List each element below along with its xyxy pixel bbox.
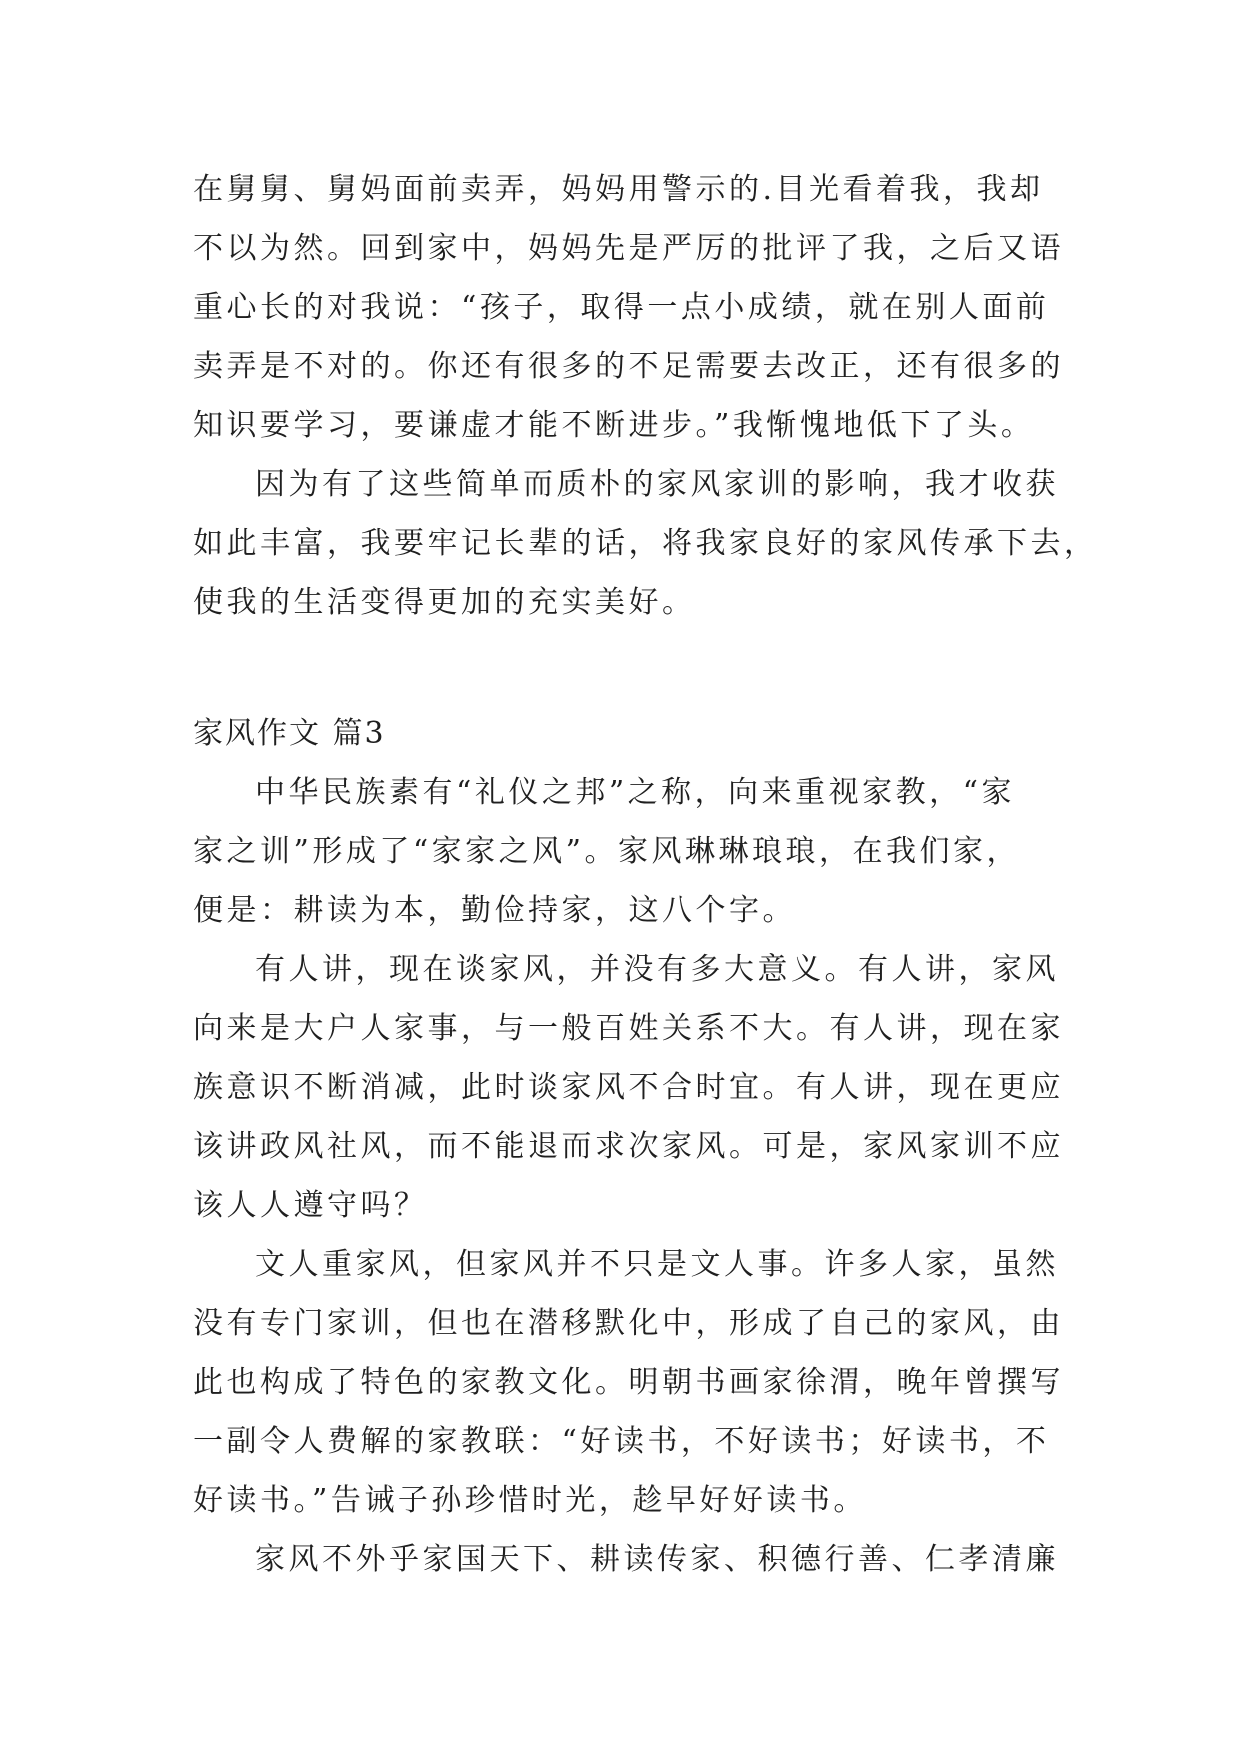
text-line: 有人讲，现在谈家风，并没有多大意义。有人讲，家风 bbox=[255, 952, 1059, 987]
text-line: 知识要学习，要谦虚才能不断进步。”我惭愧地低下了头。 bbox=[193, 408, 1035, 443]
text-line: 在舅舅、舅妈面前卖弄，妈妈用警示的.目光看着我，我却 bbox=[193, 172, 1044, 207]
text-line: 好读书。”告诫子孙珍惜时光，趁早好好读书。 bbox=[193, 1483, 867, 1518]
paragraph-6 bbox=[193, 1530, 1059, 1589]
text-line: 不以为然。回到家中，妈妈先是严厉的批评了我，之后又语 bbox=[193, 231, 1064, 266]
text-line: 中华民族素有“礼仪之邦”之称，向来重视家教，“家 bbox=[255, 775, 1016, 810]
text-line: 族意识不断消减，此时谈家风不合时宜。有人讲，现在更应 bbox=[193, 1070, 1064, 1105]
text-line: 文人重家风，但家风并不只是文人事。许多人家，虽然 bbox=[255, 1247, 1059, 1282]
text-line: 使我的生活变得更加的充实美好。 bbox=[193, 585, 696, 620]
text-line: 没有专门家训，但也在潜移默化中，形成了自己的家风，由 bbox=[193, 1306, 1064, 1341]
text-line: 向来是大户人家事，与一般百姓关系不大。有人讲，现在家 bbox=[193, 1011, 1064, 1046]
text-line: 因为有了这些简单而质朴的家风家训的影响，我才收获 bbox=[255, 467, 1059, 502]
section-heading: 家风作文 篇3 bbox=[193, 716, 386, 751]
text-line: 卖弄是不对的。你还有很多的不足需要去改正，还有很多的 bbox=[193, 349, 1064, 384]
text-line: 重心长的对我说：“孩子，取得一点小成绩，就在别人面前 bbox=[193, 290, 1050, 325]
paragraph-4 bbox=[193, 940, 1064, 1235]
text-line: 一副令人费解的家教联：“好读书，不好读书；好读书，不 bbox=[193, 1424, 1050, 1459]
section-gap bbox=[193, 632, 1055, 704]
paragraph-1 bbox=[193, 160, 1064, 455]
text-line: 该讲政风社风，而不能退而求次家风。可是，家风家训不应 bbox=[193, 1129, 1064, 1164]
text-line: 此也构成了特色的家教文化。明朝书画家徐渭，晚年曾撰写 bbox=[193, 1365, 1064, 1400]
text-line: 该人人遵守吗？ bbox=[193, 1188, 428, 1223]
paragraph-2 bbox=[193, 455, 1098, 632]
text-line: 如此丰富，我要牢记长辈的话，将我家良好的家风传承下去， bbox=[193, 526, 1098, 561]
text-line: 便是：耕读为本，勤俭持家，这八个字。 bbox=[193, 893, 796, 928]
document-page bbox=[193, 160, 1098, 1589]
paragraph-5 bbox=[193, 1235, 1064, 1530]
text-line: 家之训”形成了“家家之风”。家风琳琳琅琅，在我们家， bbox=[193, 834, 1021, 869]
text-line: 家风不外乎家国天下、耕读传家、积德行善、仁孝清廉 bbox=[255, 1542, 1059, 1577]
paragraph-3 bbox=[193, 763, 1055, 940]
